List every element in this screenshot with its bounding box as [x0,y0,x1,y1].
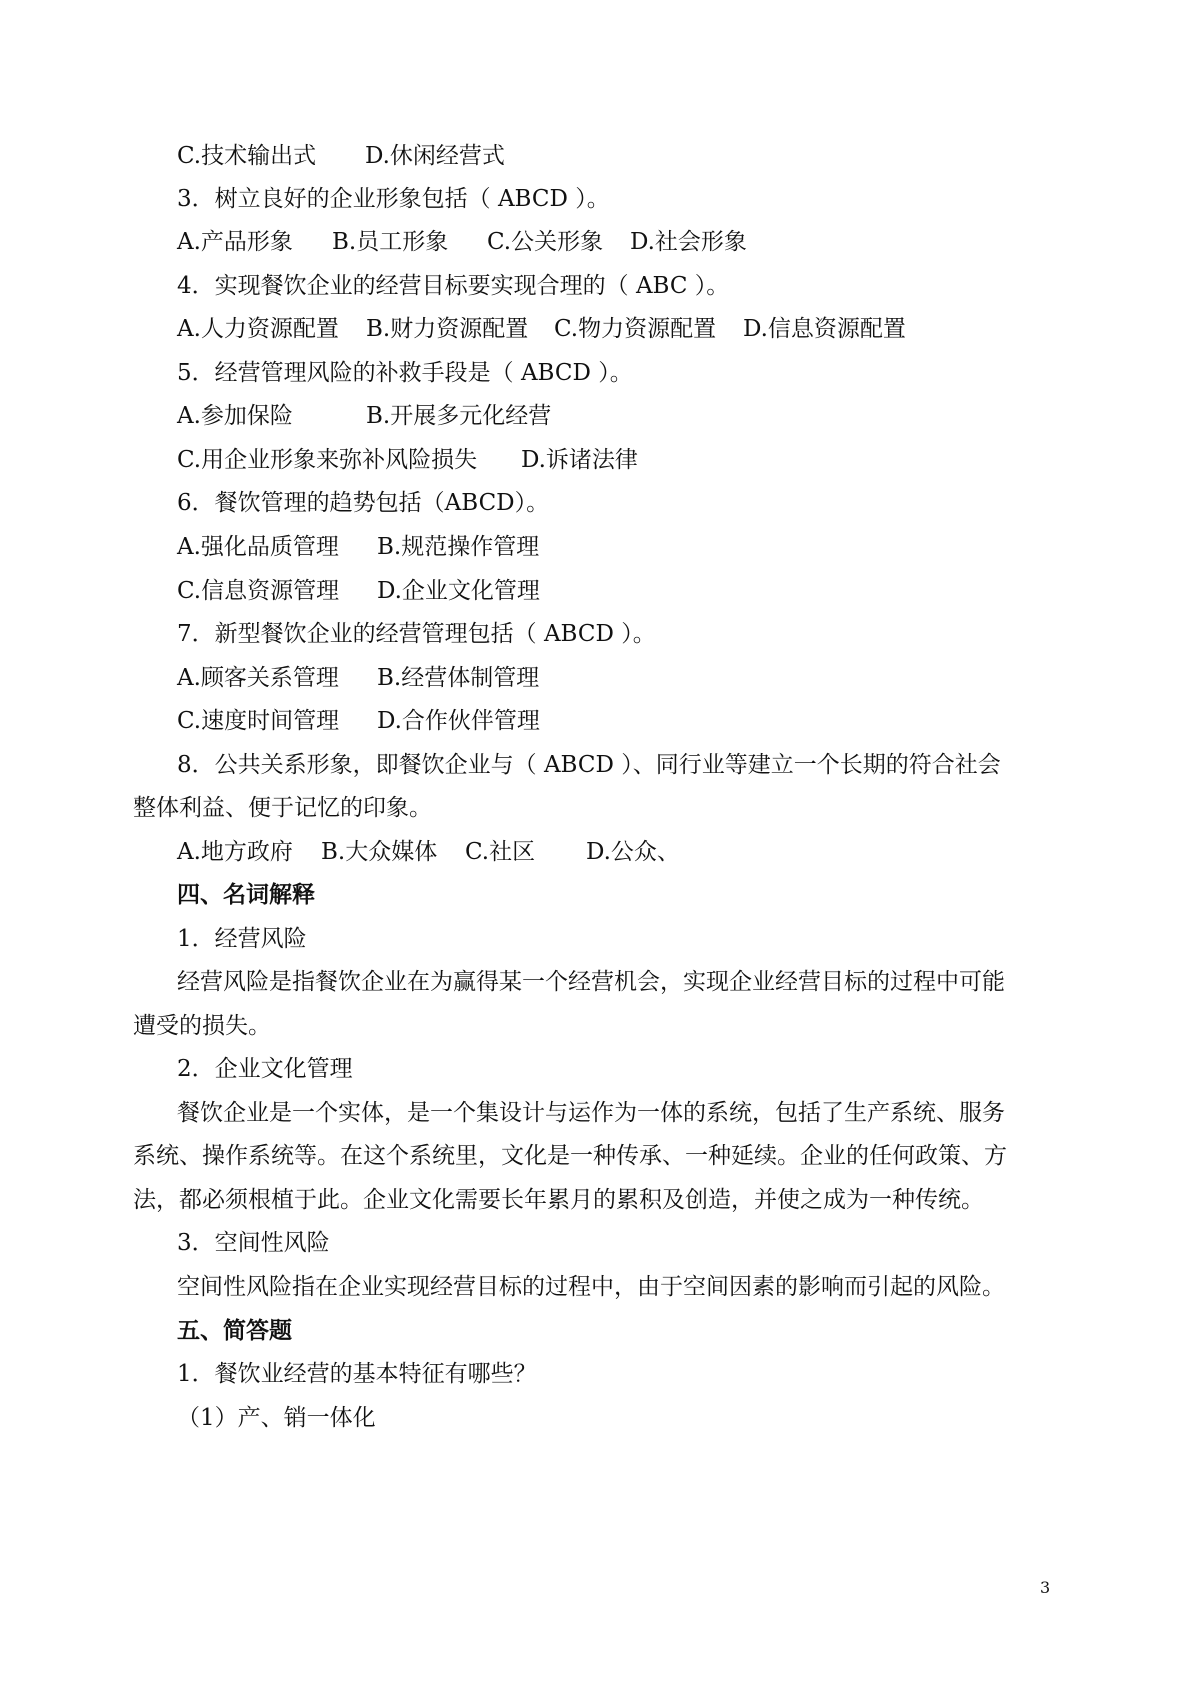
question-stem: 8．公共关系形象，即餐饮企业与（ ABCD ）、同行业等建立一个长期的符合社会 [177,752,1001,778]
option-d: D.企业文化管理 [377,578,540,604]
option-c: C.物力资源配置 [554,316,717,342]
question-stem: 5．经营管理风险的补救手段是（ ABCD ）。 [177,360,633,386]
option-d: D.休闲经营式 [365,143,505,169]
question-stem: 1．餐饮业经营的基本特征有哪些？ [177,1361,537,1387]
option-d: D.社会形象 [630,229,747,255]
option-c: C.公关形象 [487,229,604,255]
option-c: C.速度时间管理 [177,708,340,734]
option-d: D.信息资源配置 [743,316,906,342]
term-title: 1．经营风险 [177,926,307,952]
option-d: D.诉诸法律 [521,447,638,473]
option-a: A.产品形象 [177,229,293,255]
term-definition-cont: 法，都必须根植于此。企业文化需要长年累月的累积及创造，并使之成为一种传统。 [133,1187,984,1213]
term-definition-cont: 遭受的损失。 [133,1013,271,1039]
term-title: 2．企业文化管理 [177,1056,353,1082]
question-stem: 6．餐饮管理的趋势包括（ABCD）。 [177,490,550,516]
option-c: C.社区 [465,839,536,865]
option-b: B.员工形象 [332,229,449,255]
option-b: B.经营体制管理 [377,665,540,691]
question-stem-cont: 整体利益、便于记忆的印象。 [133,795,432,821]
question-stem: 7．新型餐饮企业的经营管理包括（ ABCD ）。 [177,621,656,647]
option-b: B.开展多元化经营 [366,403,552,429]
section-heading: 五、简答题 [177,1318,292,1344]
term-title: 3．空间性风险 [177,1230,330,1256]
term-definition: 经营风险是指餐饮企业在为赢得某一个经营机会，实现企业经营目标的过程中可能 [177,969,1005,995]
term-definition: 空间性风险指在企业实现经营目标的过程中，由于空间因素的影响而引起的风险。 [177,1274,1005,1300]
option-d: D.合作伙伴管理 [377,708,540,734]
term-definition-cont: 系统、操作系统等。在这个系统里，文化是一种传承、一种延续。企业的任何政策、方 [133,1143,1007,1169]
term-definition: 餐饮企业是一个实体，是一个集设计与运作为一体的系统，包括了生产系统、服务 [177,1100,1005,1126]
option-a: A.顾客关系管理 [177,665,339,691]
option-c: C.用企业形象来弥补风险损失 [177,447,478,473]
option-d: D.公众、 [586,839,680,865]
question-stem: 3．树立良好的企业形象包括（ ABCD ）。 [177,186,610,212]
option-a: A.地方政府 [177,839,293,865]
section-heading: 四、名词解释 [177,882,315,908]
option-c: C.技术输出式 [177,143,317,169]
option-b: B.财力资源配置 [366,316,529,342]
option-a: A.强化品质管理 [177,534,339,560]
option-b: B.大众媒体 [321,839,438,865]
option-c: C.信息资源管理 [177,578,340,604]
option-a: A.人力资源配置 [177,316,339,342]
option-b: B.规范操作管理 [377,534,540,560]
question-stem: 4．实现餐饮企业的经营目标要实现合理的（ ABC ）。 [177,273,730,299]
page-number: 3 [1040,1578,1051,1597]
option-a: A.参加保险 [177,403,293,429]
answer-line: （1）产、销一体化 [177,1405,376,1431]
